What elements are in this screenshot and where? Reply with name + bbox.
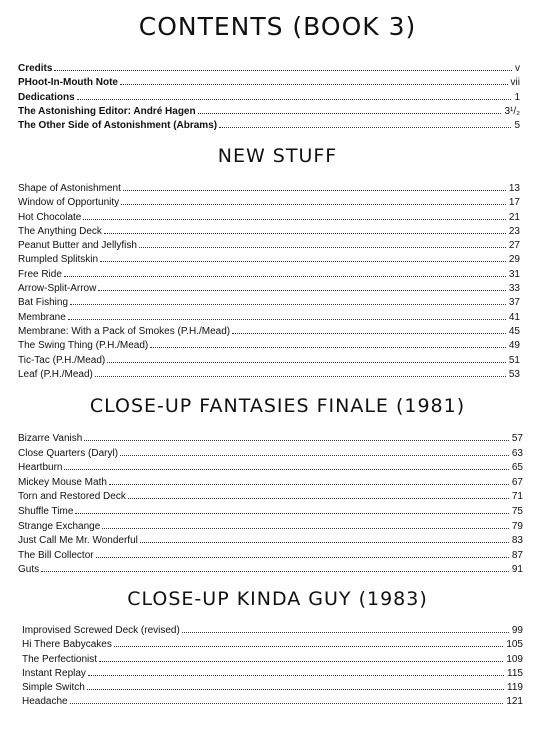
toc-entry-title: Just Call Me Mr. Wonderful (18, 535, 138, 547)
toc-entry-title: Close Quarters (Daryl) (18, 447, 119, 459)
toc-entry (18, 226, 520, 240)
toc-entry (18, 355, 520, 369)
toc-entry-title: Bat Fishing (18, 297, 69, 309)
toc-entry-title: Headache (22, 696, 68, 708)
dot-leader (114, 646, 503, 647)
toc-entry (22, 668, 523, 682)
dot-leader (121, 204, 506, 205)
toc-entry (22, 682, 523, 696)
dot-leader (120, 84, 508, 85)
dot-leader (64, 276, 506, 277)
toc-entry (22, 639, 523, 653)
toc-entry-page-number: 87 (511, 549, 523, 561)
toc-entry-page-number: 45 (508, 325, 520, 337)
dot-leader (102, 528, 509, 529)
toc-entry-title: Credits (18, 63, 53, 74)
toc-entry (18, 297, 520, 311)
dot-leader (41, 571, 509, 572)
toc-entry-page-number: 29 (508, 254, 520, 266)
dot-leader (70, 304, 506, 305)
new-stuff-list (18, 183, 520, 383)
toc-entry-title: Bizarre Vanish (18, 433, 83, 444)
toc-entry-page-number: 99 (511, 625, 523, 636)
dot-leader (182, 632, 509, 633)
close-up-kinda-guy-list (22, 625, 523, 711)
toc-entry-page-number: 49 (508, 340, 520, 352)
toc-entry-page-number: 121 (506, 696, 523, 708)
toc-entry-page-number: 83 (511, 535, 523, 547)
toc-entry-page-number: 17 (508, 197, 520, 209)
dot-leader (128, 498, 509, 499)
toc-entry-title: Window of Opportunity (18, 197, 120, 209)
dot-leader (95, 376, 506, 377)
toc-entry-page-number: 23 (508, 225, 520, 237)
toc-entry-title: PHoot-In-Mouth Note (18, 77, 118, 89)
toc-entry-title: Rumpled Splitskin (18, 254, 99, 266)
toc-entry-page-number: 3¹/₂ (504, 105, 520, 117)
toc-entry-page-number: 21 (508, 211, 520, 223)
dot-leader (88, 675, 504, 676)
toc-entry (18, 212, 520, 226)
toc-entry-page-number: 37 (508, 297, 520, 309)
toc-entry-page-number: 27 (508, 240, 520, 252)
toc-entry-title: Membrane: With a Pack of Smokes (P.H./Mead) (18, 325, 231, 337)
dot-leader (109, 484, 509, 485)
dot-leader (107, 362, 506, 363)
toc-entry-page-number: 63 (511, 447, 523, 459)
toc-entry (18, 269, 520, 283)
close-up-fantasies-finale-list (18, 433, 523, 579)
toc-entry-page-number: 105 (506, 639, 523, 651)
toc-entry (18, 448, 523, 463)
toc-entry-title: Free Ride (18, 268, 62, 280)
dot-leader (75, 513, 508, 514)
toc-entry-title: The Other Side of Astonishment (Abrams) (18, 120, 218, 132)
toc-entry-title: Instant Replay (22, 667, 86, 679)
toc-entry (18, 120, 520, 134)
toc-entry-title: Torn and Restored Deck (18, 491, 126, 503)
dot-leader (104, 233, 506, 234)
toc-entry-page-number: 71 (511, 491, 523, 503)
toc-entry-page-number: 119 (507, 682, 523, 694)
toc-entry (18, 254, 520, 268)
toc-entry-title: Mickey Mouse Math (18, 476, 107, 488)
dot-leader (198, 113, 502, 114)
toc-entry (18, 433, 523, 448)
toc-entry-page-number: 67 (511, 476, 523, 488)
toc-entry-title: Arrow-Split-Arrow (18, 283, 97, 295)
dot-leader (100, 261, 506, 262)
toc-entry-page-number: 5 (514, 120, 520, 132)
toc-entry-title: The Astonishing Editor: André Hagen (18, 105, 196, 117)
toc-entry (18, 240, 520, 254)
toc-entry-title: Shape of Astonishment (18, 183, 121, 194)
toc-entry-page-number: 1 (514, 91, 520, 103)
toc-entry-title: Heartburn (18, 462, 63, 474)
dot-leader (64, 469, 508, 470)
toc-entry (18, 535, 523, 550)
toc-entry (18, 369, 520, 383)
dot-leader (96, 557, 509, 558)
toc-entry (18, 491, 523, 506)
section-heading-close-up-fantasies-finale: CLOSE-UP FANTASIES FINALE (1981) (89, 395, 466, 417)
toc-entry (22, 654, 523, 668)
dot-leader (139, 247, 506, 248)
toc-entry-title: Leaf (P.H./Mead) (18, 368, 93, 380)
dot-leader (140, 542, 509, 543)
toc-entry (18, 550, 523, 565)
toc-entry-title: Shuffle Time (18, 505, 74, 517)
toc-entry-title: The Perfectionist (22, 653, 98, 665)
toc-entry-title: Hi There Babycakes (22, 639, 112, 651)
dot-leader (232, 333, 506, 334)
toc-entry-title: Dedications (18, 91, 75, 103)
toc-entry (18, 283, 520, 297)
toc-entry-page-number: vii (510, 77, 520, 89)
toc-entry (18, 326, 520, 340)
toc-entry (18, 521, 523, 536)
toc-entry-title: Simple Switch (22, 682, 85, 694)
toc-entry-page-number: 41 (508, 311, 520, 323)
toc-entry (18, 506, 523, 521)
front-matter-list (18, 63, 520, 134)
toc-entry-title: Strange Exchange (18, 520, 101, 532)
toc-entry-title: The Swing Thing (P.H./Mead) (18, 340, 149, 352)
dot-leader (77, 99, 512, 100)
toc-entry (18, 63, 520, 77)
toc-entry (22, 696, 523, 710)
dot-leader (68, 319, 506, 320)
toc-entry-title: The Anything Deck (18, 225, 102, 237)
toc-entry-page-number: 79 (511, 520, 523, 532)
page-title: CONTENTS (BOOK 3) (138, 12, 417, 41)
toc-entry-page-number: 33 (508, 283, 520, 295)
toc-entry (18, 312, 520, 326)
toc-entry (18, 77, 520, 91)
toc-entry (18, 92, 520, 106)
toc-entry-page-number: v (515, 63, 520, 74)
dot-leader (99, 661, 503, 662)
toc-entry (18, 462, 523, 477)
toc-entry-title: Tic-Tac (P.H./Mead) (18, 354, 106, 366)
dot-leader (150, 347, 506, 348)
toc-entry-title: Membrane (18, 311, 66, 323)
toc-entry-title: The Bill Collector (18, 549, 94, 561)
dot-leader (87, 689, 504, 690)
toc-entry-title: Hot Chocolate (18, 211, 82, 223)
dot-leader (219, 127, 511, 128)
toc-entry-page-number: 31 (508, 268, 520, 280)
toc-entry (18, 477, 523, 492)
dot-leader (98, 290, 506, 291)
toc-entry (22, 625, 523, 639)
dot-leader (84, 440, 509, 441)
dot-leader (83, 219, 506, 220)
toc-entry-title: Peanut Butter and Jellyfish (18, 240, 137, 252)
toc-entry (18, 340, 520, 354)
dot-leader (54, 70, 512, 71)
toc-entry-page-number: 75 (511, 505, 523, 517)
toc-entry-page-number: 13 (508, 183, 520, 194)
toc-entry (18, 183, 520, 197)
toc-entry-page-number: 53 (508, 368, 520, 380)
toc-entry-page-number: 109 (506, 653, 523, 665)
section-heading-close-up-kinda-guy: CLOSE-UP KINDA GUY (1983) (127, 588, 428, 610)
dot-leader (70, 703, 504, 704)
toc-entry-title: Improvised Screwed Deck (revised) (22, 625, 180, 636)
toc-entry-page-number: 91 (511, 564, 523, 576)
toc-entry-page-number: 65 (511, 462, 523, 474)
toc-entry-page-number: 115 (507, 667, 523, 679)
section-heading-new-stuff: NEW STUFF (217, 145, 338, 167)
toc-entry-page-number: 57 (511, 433, 523, 444)
dot-leader (123, 190, 506, 191)
toc-entry-page-number: 51 (508, 354, 520, 366)
toc-entry (18, 197, 520, 211)
toc-entry (18, 106, 520, 120)
toc-entry-title: Guts (18, 564, 40, 576)
toc-entry (18, 564, 523, 579)
dot-leader (120, 455, 509, 456)
